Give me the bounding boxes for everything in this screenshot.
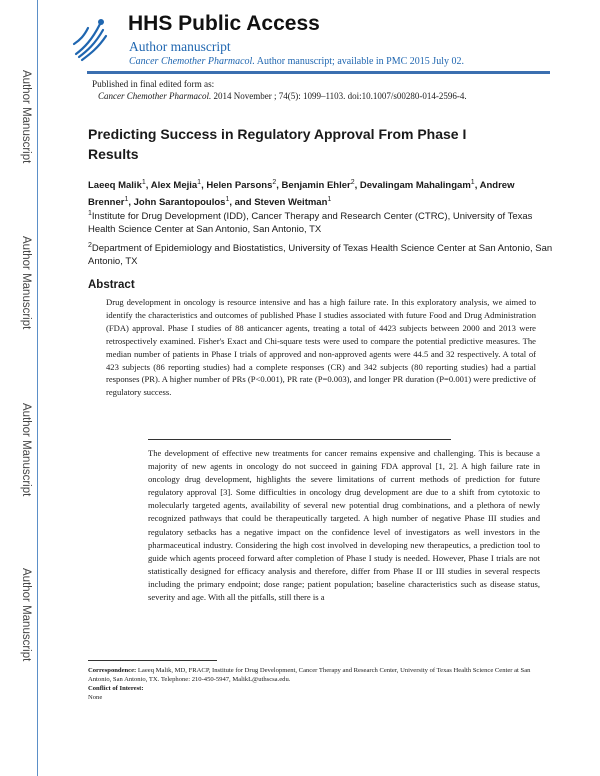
- author-affiliation-marker: 2: [272, 179, 277, 186]
- citation-journal: Cancer Chemother Pharmacol.: [98, 91, 212, 101]
- author-separator: ,: [276, 180, 282, 192]
- publication-citation: [98, 91, 467, 101]
- affiliation-marker: 2: [88, 242, 92, 249]
- author-affiliation-marker: 1: [327, 196, 332, 204]
- author-name: Laeeq Malik: [88, 180, 142, 192]
- author-separator: , and: [229, 197, 255, 209]
- author-affiliation-marker: 1: [197, 179, 202, 186]
- header-divider: [87, 71, 550, 74]
- hhs-public-access-title: HHS Public Access: [128, 12, 320, 35]
- author-manuscript-label: Author Manuscript: [20, 568, 32, 662]
- author-separator: ,: [145, 180, 151, 192]
- hhs-eagle-logo-icon: [70, 14, 110, 64]
- affiliation-text: Institute for Drug Development (IDD), Cancer Therapy and Research Center (CTRC), University of Texas Health Science Center at San Antonio, San Antonio, TX: [88, 211, 533, 236]
- affiliation-marker: 1: [88, 210, 92, 217]
- author-separator: ,: [474, 180, 480, 192]
- correspondence-label: Correspondence:: [88, 667, 137, 674]
- author-name: Devalingam Mahalingam: [359, 180, 471, 192]
- author-name: Helen Parsons: [206, 180, 273, 192]
- author-name: Steven Weitman: [254, 197, 328, 209]
- abstract-text: Drug development in oncology is resource intensive and has a high failure rate. In this exploratory analysis, we aimed to identify the characteristics and outcomes of published Phase I studies associated with future Food and Drug Administration (FDA) approval. Phase I studies of 88 anticancer agents, treating a total of 4423 subjects between 2000 and 2013 were retrospectively examined. Fisher's Exact and Chi-square tests were used to compare the potential predictive measures. The median number of patients in Phase I trials of approved and non-approved agents were 44.5 and 32 respectively. A total of 423 subjects (86 reporting studies) had a complete responses (CR) and 342 subjects (80 reporting studies) had a partial responses (PR). A higher number of PRs (P<0.001), PR rate (P=0.003), and longer PR duration (P=0.001) were predictive of regulatory success.: [106, 297, 536, 398]
- citation-details: 2014 November ; 74(5): 1099–1103. doi:10.1007/s00280-014-2596-4.: [211, 91, 467, 101]
- margin-rule: [37, 0, 38, 776]
- author-name: Alex Mejia: [150, 180, 198, 192]
- author-affiliation-marker: 1: [225, 196, 230, 204]
- author-name: John Sarantopoulos: [133, 197, 226, 209]
- published-label: Published in final edited form as:: [92, 79, 215, 89]
- author-affiliation-marker: 1: [141, 179, 146, 186]
- author-name: Andrew Brenner: [88, 180, 515, 209]
- author-affiliation-marker: 2: [350, 179, 355, 186]
- affiliation-1: [88, 207, 558, 236]
- author-separator: ,: [354, 180, 360, 192]
- author-manuscript-label: Author Manuscript: [20, 236, 32, 330]
- abstract-divider: [148, 439, 451, 440]
- conflict-text: None: [88, 694, 103, 701]
- affiliation-text: Department of Epidemiology and Biostatistics, University of Texas Health Science Center at San Antonio, San Antonio, TX: [88, 243, 553, 268]
- author-manuscript-label: Author Manuscript: [20, 403, 32, 497]
- journal-availability-line: [129, 56, 464, 67]
- journal-name: Cancer Chemother Pharmacol.: [129, 56, 255, 67]
- author-separator: ,: [128, 197, 134, 209]
- correspondence-note: [88, 666, 550, 684]
- correspondence-text: Laeeq Malik, MD, FRACP, Institute for Drug Development, Cancer Therapy and Research Center, University of Texas Health Science Center at San Antonio, San Antonio, TX. Telephone: 210-450-5947, MalikL@uthscsa.edu.: [88, 667, 531, 683]
- author-affiliation-marker: 1: [470, 179, 475, 186]
- body-paragraph: The development of effective new treatments for cancer remains expensive and challenging. This is because a majority of new agents in oncology do not succeed in gaining FDA approval [1, 2]. A high failure rate in oncology drug development, highlights the severe limitations of current methods of prediction for future regulatory approval [3]. Some difficulties in oncology drug development are due to a shift from cytotoxic to molecularly targeted agents, availability of several new potential drug combinations, and a plethora of newly recognized pathways that could be therapeutically targeted. A high number of negative Phase III studies and regulatory setbacks has a negative impact on the confidence level of investigators as well investors in the pharmaceutical industry. Considering the high cost involved in developing new therapeutics, a prediction tool to guide which agents proceed forward after completion of Phase I study is needed. However, Phase I trials are not statistically designed for efficacy analysis and therefore, differ from Phase II or III studies in several respects including the primary endpoint; dose range; patient population; baseline characteristics such as disease status, severity and age. With all the pitfalls, still there is a: [148, 448, 540, 603]
- footnotes: [88, 666, 550, 702]
- author-manuscript-subtitle: Author manuscript: [129, 39, 231, 54]
- article-title: Predicting Success in Regulatory Approval From Phase I Results: [88, 126, 467, 162]
- footnote-divider: [88, 660, 217, 661]
- author-list: [88, 176, 558, 210]
- author-affiliation-marker: 1: [124, 196, 129, 204]
- conflict-label: Conflict of Interest:: [88, 685, 144, 692]
- affiliation-2: [88, 239, 558, 268]
- author-manuscript-label: Author Manuscript: [20, 70, 32, 164]
- author-separator: ,: [201, 180, 207, 192]
- author-name: Benjamin Ehler: [281, 180, 351, 192]
- abstract-heading: Abstract: [88, 279, 135, 291]
- availability-note: Author manuscript; available in PMC 2015 July 02.: [254, 56, 464, 67]
